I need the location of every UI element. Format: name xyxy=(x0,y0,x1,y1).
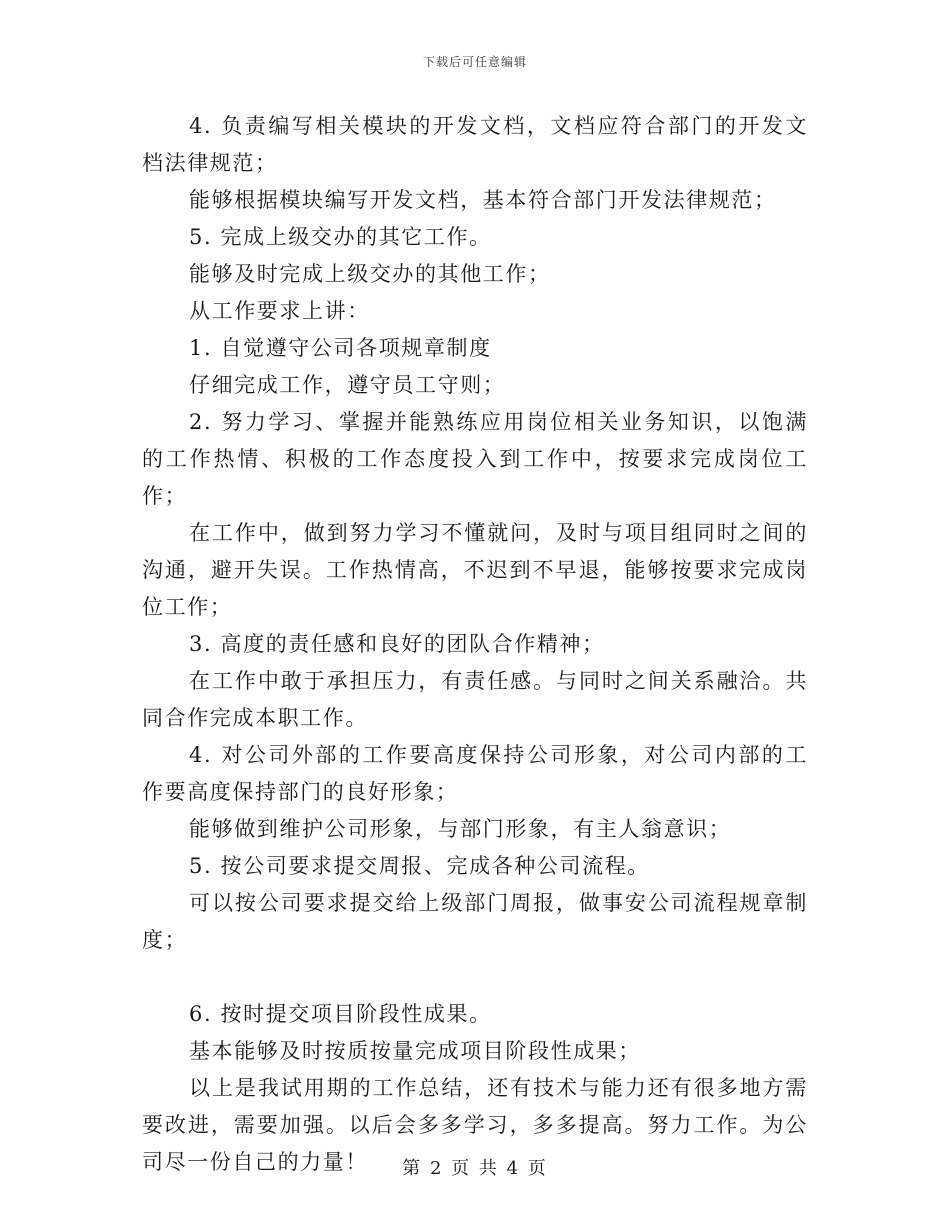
paragraph: 以上是我试用期的工作总结，还有技术与能力还有很多地方需要改进，需要加强。以后会多多学习，多多提高。努力工作。为公司尽一份自己的力量！ xyxy=(142,1076,808,1174)
header-note: 下载后可任意编辑 xyxy=(422,55,527,69)
paragraph: 1. 自觉遵守公司各项规章制度 xyxy=(189,336,492,360)
paragraph: 4. 负责编写相关模块的开发文档，文档应符合部门的开发文档法律规范； xyxy=(142,114,808,175)
paragraph: 2. 努力学习、掌握并能熟练应用岗位相关业务知识，以饱满的工作热情、积极的工作态度投入到工作中，按要求完成岗位工作； xyxy=(142,410,808,508)
paragraph: 5. 按公司要求提交周报、完成各种公司流程。 xyxy=(189,854,650,878)
document-body xyxy=(142,108,808,1181)
paragraph: 仔细完成工作，遵守员工守则； xyxy=(189,373,506,397)
blank-line xyxy=(142,959,808,996)
paragraph: 5. 完成上级交办的其它工作。 xyxy=(189,225,492,249)
paragraph: 可以按公司要求提交给上级部门周报，做事安公司流程规章制度； xyxy=(142,891,808,952)
paragraph: 4. 对公司外部的工作要高度保持公司形象，对公司内部的工作要高度保持部门的良好形象； xyxy=(142,743,808,804)
paragraph: 能够根据模块编写开发文档，基本符合部门开发法律规范； xyxy=(189,188,777,212)
paragraph: 6. 按时提交项目阶段性成果。 xyxy=(189,1002,492,1026)
paragraph: 3. 高度的责任感和良好的团队合作精神； xyxy=(189,632,605,656)
paragraph: 能够及时完成上级交办的其他工作； xyxy=(189,262,551,286)
paragraph: 能够做到维护公司形象，与部门形象，有主人翁意识； xyxy=(189,817,732,841)
page-indicator: 第 2 页 共 4 页 xyxy=(402,1158,548,1179)
paragraph: 基本能够及时按质按量完成项目阶段性成果； xyxy=(189,1039,641,1063)
paragraph: 在工作中，做到努力学习不懂就问，及时与项目组同时之间的沟通，避开失误。工作热情高，不迟到不早退，能够按要求完成岗位工作； xyxy=(142,521,808,619)
paragraph: 在工作中敢于承担压力，有责任感。与同时之间关系融洽。共同合作完成本职工作。 xyxy=(142,669,808,730)
paragraph: 从工作要求上讲： xyxy=(189,299,370,323)
